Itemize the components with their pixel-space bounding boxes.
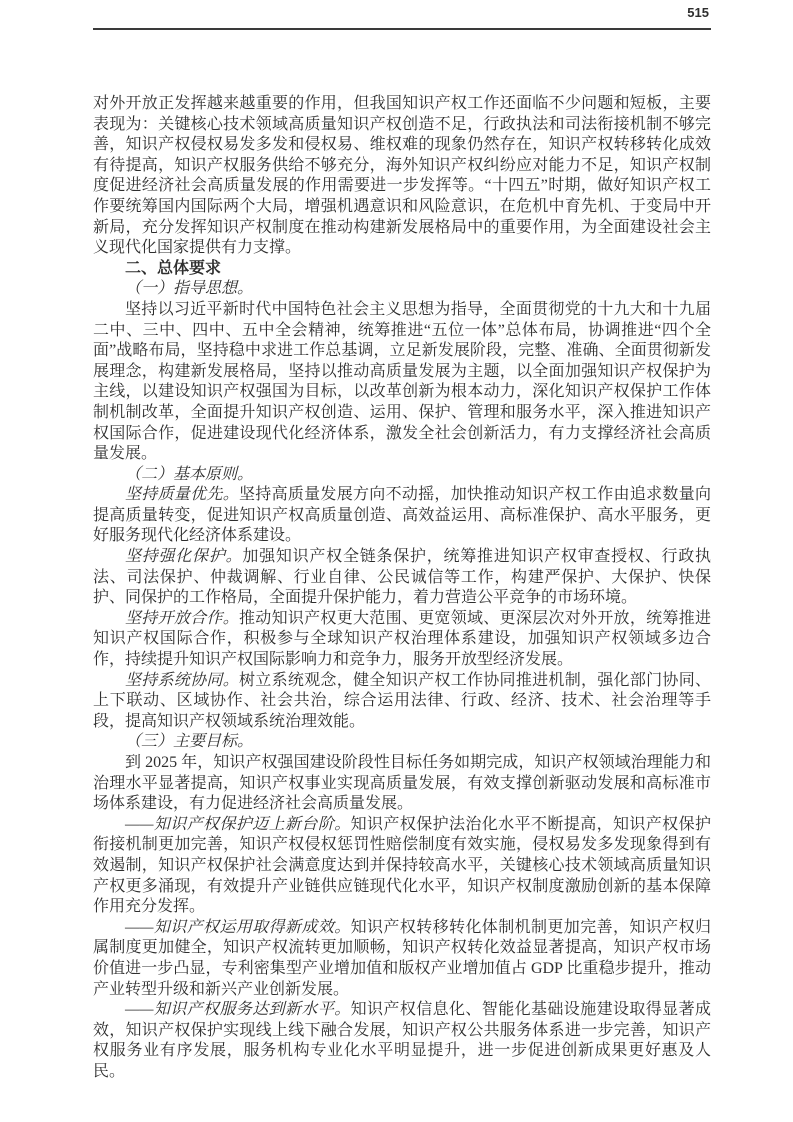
paragraph-12: ——知识产权保护迈上新台阶。知识产权保护法治化水平不断提高，知识产权保护衔接机制更加完善，知识产权侵权惩罚性赔偿制度有效实施，侵权易发多发现象得到有效遏制，知识产权保护社会满意度达到并保持较高水平，关键核心技术领域高质量知识产权更多涌现，有效提升产业链供应链现代化水平，知识产权制度激励创新的基本保障作用充分发挥。 <box>93 815 711 916</box>
paragraph-7: 坚持强化保护。加强知识产权全链条保护，统筹推进知识产权审查授权、行政执法、司法保护、仲裁调解、行业自律、公民诚信等工作，构建严保护、大保护、快保护、同保护的工作格局，全面提升保护能力，着力营造公平竞争的市场环境。 <box>93 548 711 607</box>
paragraph-lead: ——知识产权保护迈上新台阶。 <box>125 815 351 833</box>
paragraph-6: 坚持质量优先。坚持高质量发展方向不动摇，加快推动知识产权工作由追求数量向提高质量转变，促进知识产权高质量创造、高效益运用、高标准保护、高水平服务，更好服务现代化经济体系建设。 <box>93 486 711 545</box>
paragraph-lead: ——知识产权运用取得新成效。 <box>125 918 351 936</box>
paragraph-lead: 坚持开放合作。 <box>125 609 239 627</box>
paragraph-lead: 坚持强化保护。 <box>125 548 243 566</box>
paragraph-4: 坚持以习近平新时代中国特色社会主义思想为指导，全面贯彻党的十九大和十九届二中、三中、四中、五中全会精神，统筹推进“五位一体”总体布局，协调推进“四个全面”战略布局，坚持稳中求进工作总基调，立足新发展阶段，完整、准确、全面贯彻新发展理念，构建新发展格局，坚持以推动高质量发展为主题，以全面加强知识产权保护为主线，以建设知识产权强国为目标，以改革创新为根本动力，深化知识产权保护工作体制机制改革，全面提升知识产权创造、运用、保护、管理和服务水平，深入推进知识产权国际合作，促进建设现代化经济体系，激发全社会创新活力，有力支撑经济社会高质量发展。 <box>93 300 711 463</box>
paragraph-13: ——知识产权运用取得新成效。知识产权转移转化体制机制更加完善，知识产权归属制度更加健全，知识产权流转更加顺畅，知识产权转化效益显著提高，知识产权市场价值进一步凸显，专利密集型产业增加值和版权产业增加值占 GDP 比重稳步提升，推动产业转型升级和新兴产业创新发展。 <box>93 918 711 998</box>
paragraph-11: 到 2025 年，知识产权强国建设阶段性目标任务如期完成，知识产权领域治理能力和治理水平显著提高，知识产权事业实现高质量发展，有效支撑创新驱动发展和高标准市场体系建设，有力促进经济社会高质量发展。 <box>93 754 711 813</box>
paragraph-1: 对外开放正发挥越来越重要的作用，但我国知识产权工作还面临不少问题和短板，主要表现为：关键核心技术领域高质量知识产权创造不足，行政执法和司法衔接机制不够完善，知识产权侵权易发多发和侵权易、维权难的现象仍然存在，知识产权转移转化成效有待提高，知识产权服务供给不够充分，海外知识产权纠纷应对能力不足，知识产权制度促进经济社会高质量发展的作用需要进一步发挥等。“十四五”时期，做好知识产权工作要统筹国内国际两个大局，增强机遇意识和风险意识，在危机中育先机、于变局中开新局，充分发挥知识产权制度在推动构建新发展格局中的重要作用，为全面建设社会主义现代化国家提供有力支撑。 <box>93 95 711 257</box>
paragraph-8: 坚持开放合作。推动知识产权更大范围、更宽领域、更深层次对外开放，统筹推进知识产权国际合作，积极参与全球知识产权治理体系建设，加强知识产权领域多边合作，持续提升知识产权国际影响力和竞争力，服务开放型经济发展。 <box>93 609 711 669</box>
page-content <box>93 0 711 1083</box>
paragraph-9: 坚持系统协同。树立系统观念，健全知识产权工作协同推进机制，强化部门协同、上下联动、区域协作、社会共治，综合运用法律、行政、经济、技术、社会治理等手段，提高知识产权领域系统治理效能。 <box>93 671 711 730</box>
document-body <box>93 94 711 1083</box>
paragraph-2: 二、总体要求 <box>125 259 222 277</box>
header-rule <box>93 28 711 30</box>
paragraph-lead: ——知识产权服务达到新水平。 <box>125 1001 351 1019</box>
page-number: 515 <box>687 5 709 20</box>
paragraph-10: （三）主要目标。 <box>125 733 254 751</box>
paragraph-14: ——知识产权服务达到新水平。知识产权信息化、智能化基础设施建设取得显著成效，知识产权保护实现线上线下融合发展，知识产权公共服务体系进一步完善，知识产权服务业有序发展，服务机构专业化水平明显提升，进一步促进创新成果更好惠及人民。 <box>93 1001 711 1080</box>
paragraph-5: （二）基本原则。 <box>125 465 254 483</box>
paragraph-3: （一）指导思想。 <box>125 280 254 298</box>
paragraph-lead: 坚持系统协同。 <box>125 671 239 689</box>
paragraph-lead: 坚持质量优先。 <box>125 486 239 504</box>
